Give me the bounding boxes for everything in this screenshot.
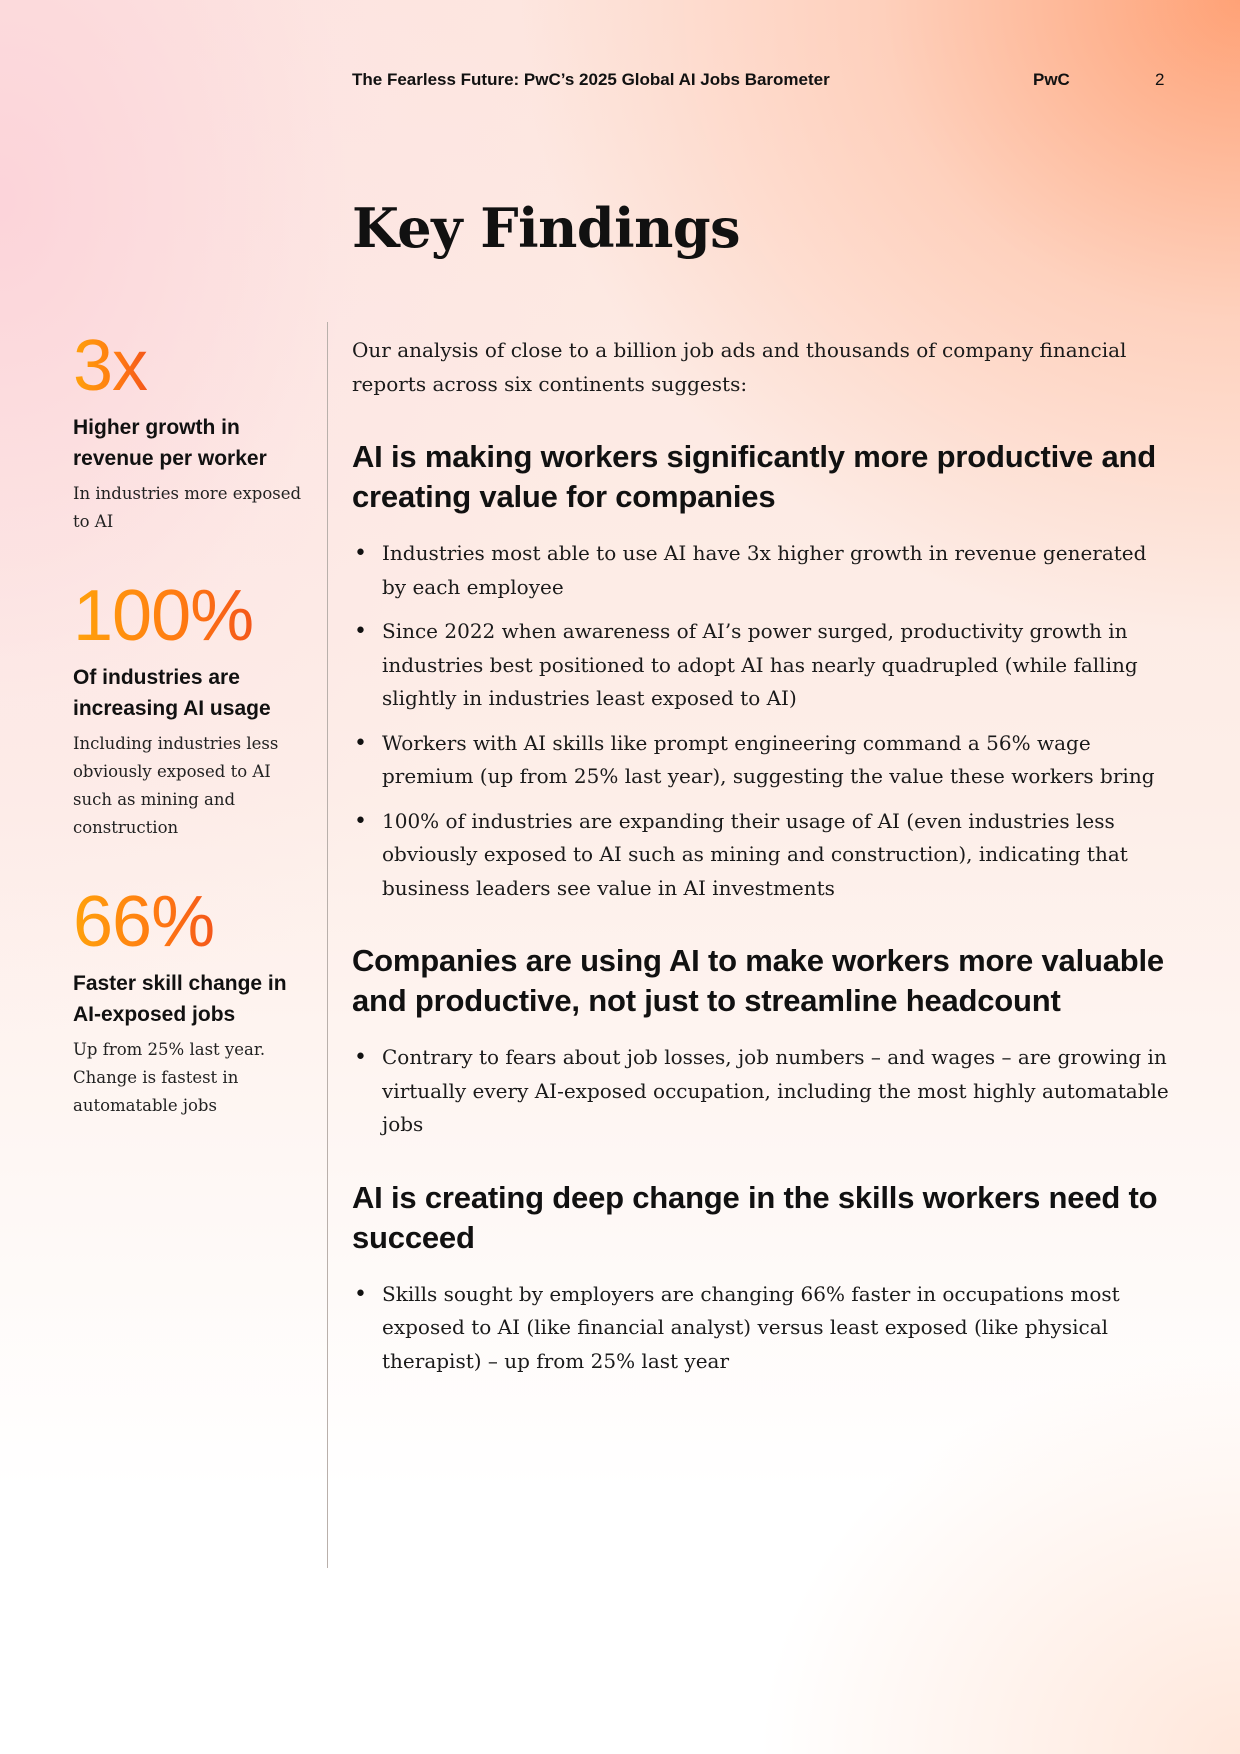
- stat-number: 3x: [73, 326, 148, 406]
- section-skills-change: [352, 1178, 1172, 1379]
- page-title: Key Findings: [352, 196, 741, 260]
- bullet-item: • Industries most able to use AI have 3x higher growth in revenue generated by each employee: [352, 537, 1172, 604]
- stat-heading: Of industries are increasing AI usage: [73, 666, 271, 720]
- page-number: 2: [1155, 70, 1165, 89]
- stat-number: 100%: [73, 576, 254, 656]
- stat-number: 66%: [73, 882, 215, 962]
- bullet-list: [352, 537, 1172, 905]
- stat-heading: Higher growth in revenue per worker: [73, 416, 267, 470]
- brand-name: PwC: [1033, 70, 1070, 89]
- section-heading: Companies are using AI to make workers more valuable and productive, not just to streamline headcount: [352, 943, 1164, 1018]
- bullet-item: • Workers with AI skills like prompt engineering command a 56% wage premium (up from 25% last year), suggesting the value these workers bring: [352, 727, 1172, 794]
- stat-description: Up from 25% last year. Change is fastest in automatable jobs: [73, 1040, 266, 1115]
- stat-heading: Faster skill change in AI-exposed jobs: [73, 972, 287, 1026]
- section-heading: AI is making workers significantly more productive and creating value for companies: [352, 439, 1157, 514]
- section-heading: AI is creating deep change in the skills workers need to succeed: [352, 1179, 1158, 1255]
- intro-paragraph: Our analysis of close to a billion job ads and thousands of company financial reports across six continents suggests:: [352, 338, 1127, 396]
- bullet-item: • Skills sought by employers are changing 66% faster in occupations most exposed to AI (like financial analyst) versus least exposed (like physical therapist) – up from 25% last year: [352, 1278, 1172, 1379]
- column-divider: [327, 322, 328, 1568]
- bullet-list: [352, 1041, 1172, 1142]
- stat-revenue-growth: [73, 326, 313, 536]
- key-findings-content: [352, 333, 1172, 1389]
- document-title: The Fearless Future: PwC’s 2025 Global AI Jobs Barometer: [352, 70, 830, 89]
- stats-sidebar: [73, 326, 313, 1164]
- stat-ai-usage: [73, 576, 313, 842]
- section-workers-value: [352, 941, 1172, 1142]
- bullet-item: • Contrary to fears about job losses, job numbers – and wages – are growing in virtually every AI-exposed occupation, including the most highly automatable jobs: [352, 1041, 1172, 1142]
- bullet-item: • 100% of industries are expanding their usage of AI (even industries less obviously exposed to AI such as mining and construction), indicating that business leaders see value in AI investments: [352, 805, 1172, 906]
- stat-skill-change: [73, 882, 313, 1120]
- bullet-list: [352, 1278, 1172, 1379]
- stat-description: In industries more exposed to AI: [73, 484, 302, 531]
- stat-description: Including industries less obviously exposed to AI such as mining and construction: [73, 734, 279, 837]
- section-productivity: [352, 437, 1172, 905]
- bullet-item: • Since 2022 when awareness of AI’s power surged, productivity growth in industries best positioned to adopt AI has nearly quadrupled (while falling slightly in industries least exposed to AI): [352, 615, 1172, 716]
